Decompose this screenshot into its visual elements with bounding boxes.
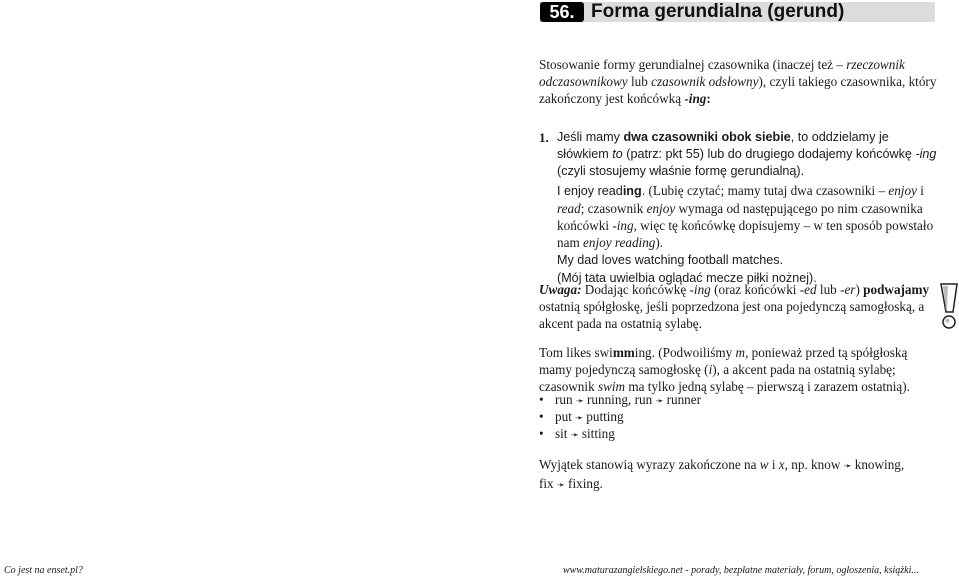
arrow-icon: ➛: [843, 461, 852, 472]
exception-note: Wyjątek stanowią wyrazy zakończone na w i x, np. know ➛ knowing, fix ➛ fixing.: [539, 457, 905, 491]
arrow-icon: ➛: [574, 413, 584, 424]
bullet-icon: •: [539, 392, 544, 407]
point-1-text: Jeśli mamy dwa czasowniki obok siebie, to oddzielamy je słówkiem to (patrz: pkt 55) lub do drugiego dodajemy końcówkę -ing (czyli stosujemy właśnie formę gerundialną).: [557, 130, 937, 178]
example-1-line-2: My dad loves watching football matches.: [557, 253, 784, 267]
list-item: • run ➛ running, run ➛ runner: [539, 392, 701, 407]
list-item: • sit ➛ sitting: [539, 426, 615, 441]
example-1: I enjoy reading. (Lubię czytać; mamy tutaj dwa czasowniki – enjoy i read; czasownik enjoy wymaga od następującego po nim czasownika końcówki -ing, więc tę końcówkę dopisujemy – w ten sposób powstało nam enjoy reading). My dad loves watching football matches. (Mój tata uwielbia oglądać mecze piłki nożnej).: [557, 183, 934, 285]
footer-left-link[interactable]: Co jest na enset.pl?: [4, 565, 83, 576]
exclamation-icon: [938, 282, 959, 330]
example-1-line-3: (Mój tata uwielbia oglądać mecze piłki nożnej).: [557, 271, 817, 285]
bullet-icon: •: [539, 409, 544, 424]
arrow-icon: ➛: [556, 480, 566, 491]
section-number: 56.: [540, 2, 584, 22]
intro-paragraph: Stosowanie formy gerundialnej czasownika (inaczej też – rzeczownik odczasownikowy lub czasownik odsłowny), czyli takiego czasownika, który zakończony jest końcówką -ing:: [539, 57, 937, 106]
footer-right-link[interactable]: www.maturazangielskiego.net - porady, bezpłatne materiały, forum, ogłoszenia, książki...: [563, 565, 919, 576]
arrow-icon: ➛: [655, 396, 664, 407]
bullet-icon: •: [539, 426, 544, 441]
arrow-icon: ➛: [570, 430, 579, 441]
warning-note: Uwaga: Dodając końcówkę -ing (oraz końcówki -ed lub -er) podwajamy ostatnią spółgłoskę, jeśli poprzedzona jest ona pojedynczą samogłoską, a akcent pada na ostatnią sylabę.: [539, 282, 930, 331]
list-item: • put ➛ putting: [539, 409, 624, 424]
example-2: Tom likes swimming. (Podwoiliśmy m, ponieważ przed tą spółgłoską mamy pojedynczą samogłoskę (i), a akcent pada na ostatnią sylabę; czasownik swim ma tylko jedną sylabę – pierwszą i zarazem ostatnią).: [539, 345, 910, 394]
arrow-icon: ➛: [575, 396, 584, 407]
page-title: Forma gerundialna (gerund): [591, 1, 845, 22]
point-number: 1.: [539, 130, 549, 145]
